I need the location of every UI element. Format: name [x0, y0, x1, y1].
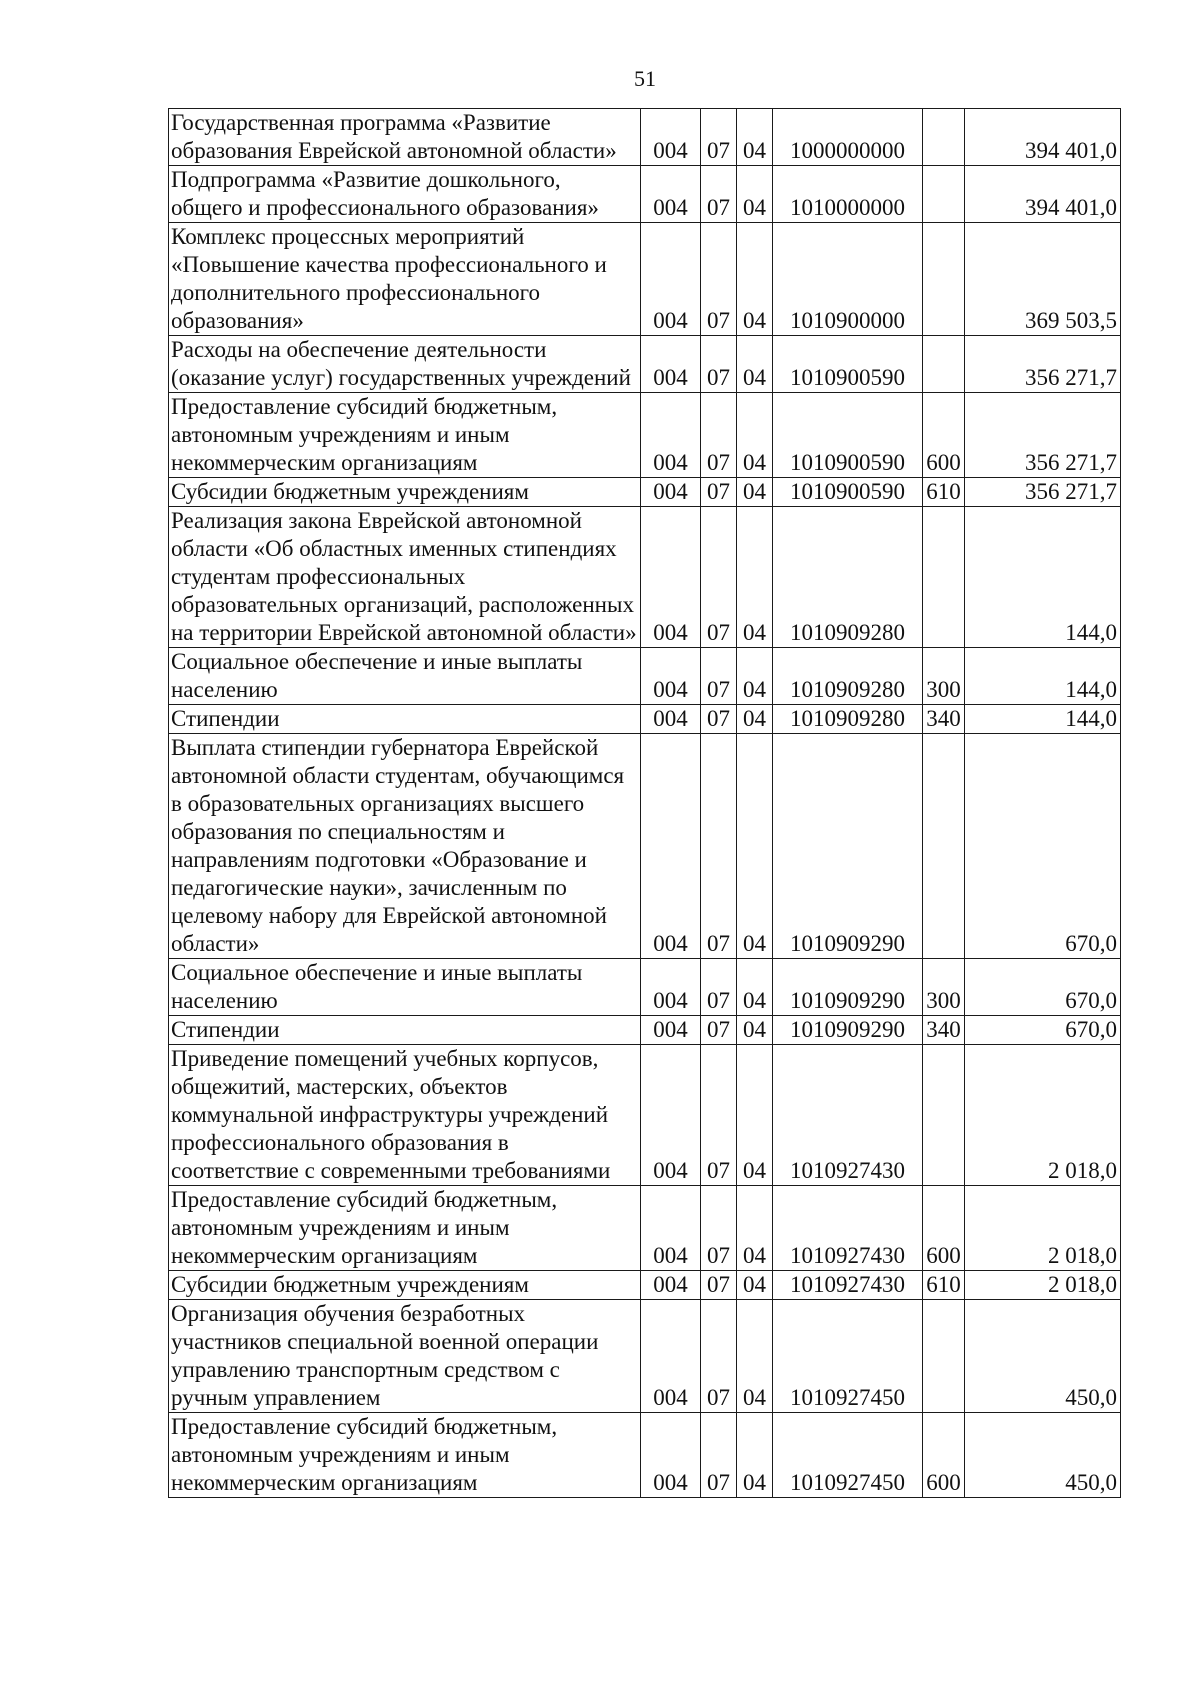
ministry-code-cell: 004: [641, 1271, 701, 1300]
table-row: [169, 734, 1121, 959]
target-article-cell: 1010927430: [773, 1271, 923, 1300]
expense-type-cell: 300: [923, 648, 965, 705]
ministry-code-cell: 004: [641, 507, 701, 648]
amount-cell: 2 018,0: [965, 1186, 1121, 1271]
target-article-cell: 1010909280: [773, 507, 923, 648]
budget-table-body: [169, 109, 1121, 1498]
table-row: [169, 1016, 1121, 1045]
target-article-cell: 1010909280: [773, 648, 923, 705]
expense-type-cell: [923, 223, 965, 336]
row-name-cell: Организация обучения безработных участников специальной военной операции управлению транспортным средством с ручным управлением: [169, 1300, 641, 1413]
section-code-cell: 07: [701, 478, 737, 507]
target-article-cell: 1010927450: [773, 1300, 923, 1413]
row-name-cell: Субсидии бюджетным учреждениям: [169, 478, 641, 507]
ministry-code-cell: 004: [641, 223, 701, 336]
table-row: [169, 959, 1121, 1016]
amount-cell: 670,0: [965, 734, 1121, 959]
row-name-cell: Предоставление субсидий бюджетным, автономным учреждениям и иным некоммерческим организациям: [169, 393, 641, 478]
expense-type-cell: 610: [923, 1271, 965, 1300]
amount-cell: 2 018,0: [965, 1045, 1121, 1186]
expense-type-cell: [923, 336, 965, 393]
ministry-code-cell: 004: [641, 959, 701, 1016]
table-row: [169, 507, 1121, 648]
ministry-code-cell: 004: [641, 1045, 701, 1186]
target-article-cell: 1010909290: [773, 959, 923, 1016]
amount-cell: 144,0: [965, 648, 1121, 705]
table-row: [169, 1186, 1121, 1271]
ministry-code-cell: 004: [641, 166, 701, 223]
section-code-cell: 07: [701, 336, 737, 393]
row-name-cell: Подпрограмма «Развитие дошкольного, общего и профессионального образования»: [169, 166, 641, 223]
subsection-code-cell: 04: [737, 705, 773, 734]
ministry-code-cell: 004: [641, 1300, 701, 1413]
amount-cell: 394 401,0: [965, 109, 1121, 166]
subsection-code-cell: 04: [737, 734, 773, 959]
target-article-cell: 1010900590: [773, 336, 923, 393]
ministry-code-cell: 004: [641, 1186, 701, 1271]
table-row: [169, 1271, 1121, 1300]
amount-cell: 356 271,7: [965, 393, 1121, 478]
subsection-code-cell: 04: [737, 336, 773, 393]
row-name-cell: Выплата стипендии губернатора Еврейской автономной области студентам, обучающимся в образовательных организациях высшего образования по специальностям и направлениям подготовки «Образование и педагогические науки», зачисленным по целевому набору для Еврейской автономной области»: [169, 734, 641, 959]
target-article-cell: 1010000000: [773, 166, 923, 223]
amount-cell: 144,0: [965, 507, 1121, 648]
target-article-cell: 1010900590: [773, 393, 923, 478]
subsection-code-cell: 04: [737, 393, 773, 478]
subsection-code-cell: 04: [737, 648, 773, 705]
subsection-code-cell: 04: [737, 1271, 773, 1300]
section-code-cell: 07: [701, 705, 737, 734]
ministry-code-cell: 004: [641, 734, 701, 959]
table-row: [169, 223, 1121, 336]
section-code-cell: 07: [701, 166, 737, 223]
section-code-cell: 07: [701, 1271, 737, 1300]
expense-type-cell: [923, 1300, 965, 1413]
subsection-code-cell: 04: [737, 1300, 773, 1413]
row-name-cell: Приведение помещений учебных корпусов, общежитий, мастерских, объектов коммунальной инфраструктуры учреждений профессионального образования в соответствие с современными требованиями: [169, 1045, 641, 1186]
expense-type-cell: [923, 166, 965, 223]
subsection-code-cell: 04: [737, 478, 773, 507]
row-name-cell: Предоставление субсидий бюджетным, автономным учреждениям и иным некоммерческим организациям: [169, 1186, 641, 1271]
subsection-code-cell: 04: [737, 109, 773, 166]
section-code-cell: 07: [701, 109, 737, 166]
target-article-cell: 1010927430: [773, 1186, 923, 1271]
section-code-cell: 07: [701, 1413, 737, 1498]
row-name-cell: Социальное обеспечение и иные выплаты населению: [169, 648, 641, 705]
ministry-code-cell: 004: [641, 336, 701, 393]
subsection-code-cell: 04: [737, 166, 773, 223]
target-article-cell: 1010909280: [773, 705, 923, 734]
expense-type-cell: 340: [923, 705, 965, 734]
table-row: [169, 166, 1121, 223]
subsection-code-cell: 04: [737, 1045, 773, 1186]
subsection-code-cell: 04: [737, 959, 773, 1016]
budget-table: [168, 108, 1121, 1498]
row-name-cell: Расходы на обеспечение деятельности (оказание услуг) государственных учреждений: [169, 336, 641, 393]
amount-cell: 356 271,7: [965, 336, 1121, 393]
table-row: [169, 336, 1121, 393]
amount-cell: 450,0: [965, 1413, 1121, 1498]
expense-type-cell: 600: [923, 1186, 965, 1271]
target-article-cell: 1010909290: [773, 1016, 923, 1045]
target-article-cell: 1010927450: [773, 1413, 923, 1498]
subsection-code-cell: 04: [737, 507, 773, 648]
section-code-cell: 07: [701, 959, 737, 1016]
ministry-code-cell: 004: [641, 393, 701, 478]
table-row: [169, 109, 1121, 166]
expense-type-cell: [923, 734, 965, 959]
target-article-cell: 1010900000: [773, 223, 923, 336]
target-article-cell: 1010900590: [773, 478, 923, 507]
section-code-cell: 07: [701, 1300, 737, 1413]
subsection-code-cell: 04: [737, 1016, 773, 1045]
row-name-cell: Стипендии: [169, 705, 641, 734]
target-article-cell: 1010909290: [773, 734, 923, 959]
ministry-code-cell: 004: [641, 1413, 701, 1498]
ministry-code-cell: 004: [641, 478, 701, 507]
ministry-code-cell: 004: [641, 648, 701, 705]
table-row: [169, 1413, 1121, 1498]
row-name-cell: Предоставление субсидий бюджетным, автономным учреждениям и иным некоммерческим организациям: [169, 1413, 641, 1498]
subsection-code-cell: 04: [737, 1413, 773, 1498]
ministry-code-cell: 004: [641, 1016, 701, 1045]
table-row: [169, 393, 1121, 478]
section-code-cell: 07: [701, 507, 737, 648]
row-name-cell: Стипендии: [169, 1016, 641, 1045]
row-name-cell: Социальное обеспечение и иные выплаты населению: [169, 959, 641, 1016]
section-code-cell: 07: [701, 648, 737, 705]
expense-type-cell: 600: [923, 1413, 965, 1498]
expense-type-cell: 610: [923, 478, 965, 507]
expense-type-cell: 340: [923, 1016, 965, 1045]
row-name-cell: Реализация закона Еврейской автономной области «Об областных именных стипендиях студентам профессиональных образовательных организаций, расположенных на территории Еврейской автономной области»: [169, 507, 641, 648]
section-code-cell: 07: [701, 1045, 737, 1186]
subsection-code-cell: 04: [737, 223, 773, 336]
expense-type-cell: 600: [923, 393, 965, 478]
expense-type-cell: 300: [923, 959, 965, 1016]
table-row: [169, 478, 1121, 507]
row-name-cell: Субсидии бюджетным учреждениям: [169, 1271, 641, 1300]
amount-cell: 144,0: [965, 705, 1121, 734]
row-name-cell: Комплекс процессных мероприятий «Повышение качества профессионального и дополнительного профессионального образования»: [169, 223, 641, 336]
subsection-code-cell: 04: [737, 1186, 773, 1271]
amount-cell: 369 503,5: [965, 223, 1121, 336]
row-name-cell: Государственная программа «Развитие образования Еврейской автономной области»: [169, 109, 641, 166]
table-row: [169, 1300, 1121, 1413]
section-code-cell: 07: [701, 1186, 737, 1271]
expense-type-cell: [923, 1045, 965, 1186]
section-code-cell: 07: [701, 734, 737, 959]
amount-cell: 356 271,7: [965, 478, 1121, 507]
target-article-cell: 1000000000: [773, 109, 923, 166]
amount-cell: 450,0: [965, 1300, 1121, 1413]
ministry-code-cell: 004: [641, 705, 701, 734]
amount-cell: 2 018,0: [965, 1271, 1121, 1300]
table-row: [169, 648, 1121, 705]
expense-type-cell: [923, 507, 965, 648]
table-row: [169, 705, 1121, 734]
ministry-code-cell: 004: [641, 109, 701, 166]
section-code-cell: 07: [701, 223, 737, 336]
page-number: 51: [634, 66, 656, 91]
amount-cell: 670,0: [965, 959, 1121, 1016]
section-code-cell: 07: [701, 1016, 737, 1045]
expense-type-cell: [923, 109, 965, 166]
target-article-cell: 1010927430: [773, 1045, 923, 1186]
table-row: [169, 1045, 1121, 1186]
section-code-cell: 07: [701, 393, 737, 478]
amount-cell: 394 401,0: [965, 166, 1121, 223]
amount-cell: 670,0: [965, 1016, 1121, 1045]
